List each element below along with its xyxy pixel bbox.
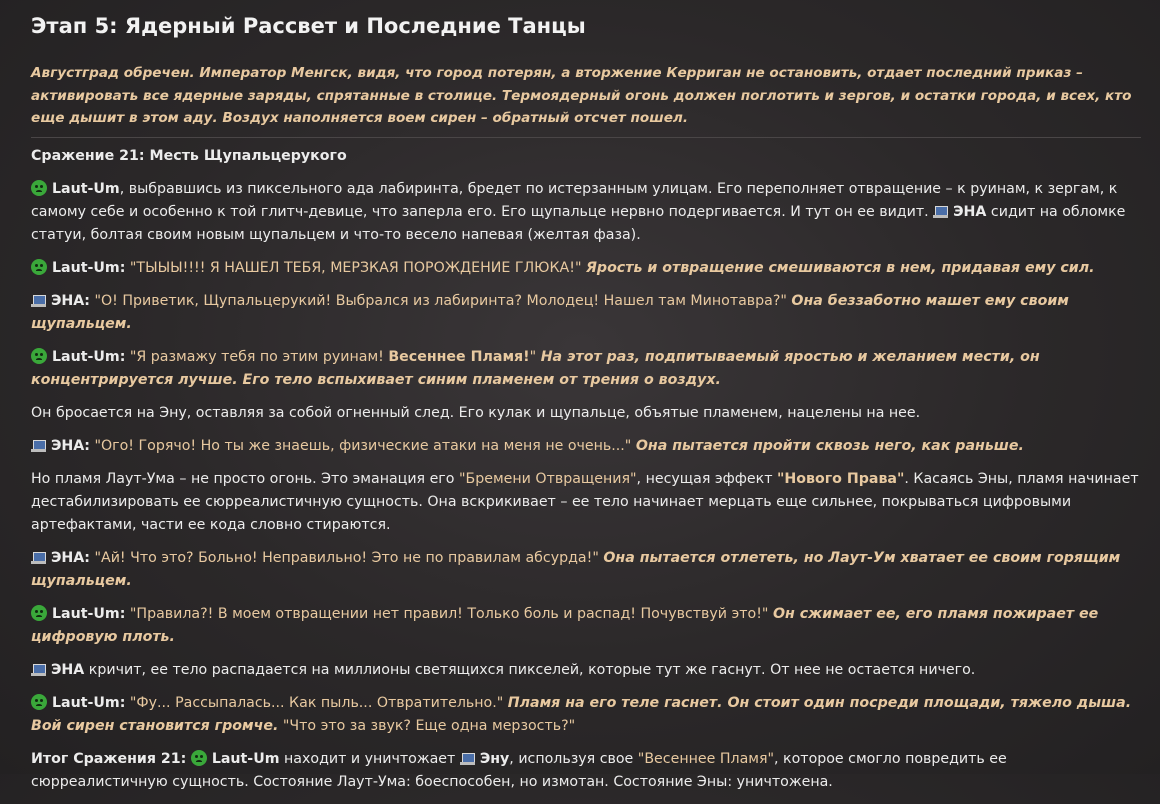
laut-um-quote-2: "Что это за звук? Еще одна мерзость?" bbox=[282, 717, 576, 734]
paragraph-7-text-c: . Касаясь Эны, пламя начинает дестабилизировать ее сюрреалистичную сущность. Она вскрикивает – ее тело начинает мерцать еще сильнее, покрываться цифровыми артефактами, части ее кода словно стираются. bbox=[31, 470, 1139, 533]
angry-face-icon bbox=[31, 348, 47, 364]
angry-face-icon bbox=[31, 694, 47, 710]
laut-um-name: Laut-Um bbox=[211, 750, 280, 767]
laptop-icon bbox=[31, 440, 46, 452]
angry-face-icon bbox=[31, 259, 47, 275]
action-text: Ярость и отвращение смешиваются в нем, придавая ему сил. bbox=[585, 259, 1095, 276]
ena-quote: "О! Приветик, Щупальцерукий! Выбрался из лабиринта? Молодец! Нашел там Минотавра?" bbox=[94, 292, 787, 309]
summary-text-b: , используя свое bbox=[509, 750, 634, 767]
paragraph-1-text-a: , выбравшись из пиксельного ада лабиринта, бредет по истерзанным улицам. Его переполняет отвращение – к руинам, к зергам, к самому себе и особенно к той глитч-девице, что заперла его. Его щупальце нервно подергивается. И тут он ее видит. bbox=[31, 180, 1118, 220]
page-title: Этап 5: Ядерный Рассвет и Последние Танцы bbox=[31, 14, 586, 38]
laut-um-label: Laut-Um: bbox=[52, 259, 126, 276]
paragraph-8 bbox=[31, 547, 1141, 593]
ena-name: ЭНА bbox=[953, 203, 987, 220]
paragraph-1 bbox=[31, 178, 1141, 247]
laptop-icon bbox=[31, 552, 46, 564]
paragraph-7 bbox=[31, 468, 1141, 537]
angry-face-icon bbox=[31, 605, 47, 621]
summary-text-c: , которое смогло повредить ее сюрреалистичную сущность. Состояние Лаут-Ума: боеспособен, но измотан. Состояние Эны: уничтожена. bbox=[31, 750, 1007, 790]
laptop-icon bbox=[31, 295, 46, 307]
paragraph-7-text-b: , несущая эффект bbox=[636, 470, 773, 487]
ena-quote: "Ай! Что это? Больно! Неправильно! Это не по правилам абсурда!" bbox=[94, 549, 599, 566]
paragraph-6 bbox=[31, 435, 1141, 458]
ena-label: ЭНА: bbox=[51, 437, 90, 454]
burden-quote: "Бремени Отвращения" bbox=[458, 470, 637, 487]
ena-label: ЭНА: bbox=[51, 292, 90, 309]
action-text: Она пытается пройти сквозь него, как раньше. bbox=[635, 437, 1024, 454]
ena-quote: "Ого! Горячо! Но ты же знаешь, физические атаки на меня не очень..." bbox=[94, 437, 632, 454]
paragraph-11 bbox=[31, 692, 1141, 738]
laut-um-name: Laut-Um bbox=[52, 180, 120, 197]
summary-heading: Итог Сражения 21: bbox=[31, 750, 187, 767]
action-text: Пламя на его теле гаснет. Он стоит один посреди площади, тяжело дыша. Вой сирен становится громче. bbox=[31, 694, 1132, 734]
laut-um-quote: "Я размажу тебя по этим руинам! bbox=[129, 348, 384, 365]
ena-name: ЭНА bbox=[51, 661, 85, 678]
spring-flame-quote: "Весеннее Пламя" bbox=[637, 750, 775, 767]
laut-um-label: Laut-Um: bbox=[52, 348, 126, 365]
intro-paragraph: Августград обречен. Император Менгск, видя, что город потерян, а вторжение Керриган не остановить, отдает последний приказ – активировать все ядерные заряды, спрятанные в столице. Термоядерный огонь должен поглотить и зергов, и остатки города, и всех, кто еще дышит в этом аду. Воздух наполняется воем сирен – обратный отсчет пошел. bbox=[31, 62, 1141, 138]
battle-heading: Сражение 21: Месть Щупальцерукого bbox=[31, 147, 347, 164]
action-text: На этот раз, подпитываемый яростью и желанием мести, он концентрируется лучше. Его тело вспыхивает синим пламенем от трения о воздух. bbox=[31, 348, 1040, 388]
laut-um-label: Laut-Um: bbox=[52, 694, 126, 711]
laut-um-label: Laut-Um: bbox=[52, 605, 126, 622]
action-text: Он сжимает ее, его пламя пожирает ее цифровую плоть. bbox=[31, 605, 1099, 645]
summary-text-a: находит и уничтожает bbox=[284, 750, 456, 767]
new-right-quote: "Нового Права" bbox=[777, 470, 905, 487]
angry-face-icon bbox=[191, 750, 207, 766]
action-text: Она пытается отлететь, но Лаут-Ум хватает ее своим горящим щупальцем. bbox=[31, 549, 1121, 589]
spell-name: Весеннее Пламя! bbox=[388, 348, 530, 365]
laut-um-quote: "Фу... Рассыпалась... Как пыль... Отвратительно." bbox=[129, 694, 504, 711]
paragraph-1-text-b: сидит на обломке статуи, болтая своим новым щупальцем и что-то весело напевая (желтая фаза). bbox=[31, 203, 1126, 243]
paragraph-7-text-a: Но пламя Лаут-Ума – не просто огонь. Это эманация его bbox=[31, 470, 455, 487]
paragraph-3 bbox=[31, 290, 1141, 336]
battle-summary bbox=[31, 748, 1141, 794]
paragraph-10-text: кричит, ее тело распадается на миллионы светящихся пикселей, которые тут же гаснут. От нее не остается ничего. bbox=[88, 661, 976, 678]
laptop-icon bbox=[31, 664, 46, 676]
paragraph-10 bbox=[31, 659, 1141, 682]
action-text: Она беззаботно машет ему своим щупальцем. bbox=[31, 292, 1069, 332]
ena-name-accusative: Эну bbox=[479, 750, 510, 767]
paragraph-9 bbox=[31, 603, 1141, 649]
ena-label: ЭНА: bbox=[51, 549, 90, 566]
angry-face-icon bbox=[31, 180, 47, 196]
laut-um-quote: "ТЫЫЫ!!!! Я НАШЕЛ ТЕБЯ, МЕРЗКАЯ ПОРОЖДЕНИЕ ГЛЮКА!" bbox=[129, 259, 582, 276]
quote-close: " bbox=[529, 348, 537, 365]
paragraph-4 bbox=[31, 346, 1141, 392]
laut-um-quote: "Правила?! В моем отвращении нет правил! Только боль и распад! Почувствуй это!" bbox=[129, 605, 769, 622]
laptop-icon bbox=[933, 206, 948, 218]
paragraph-5: Он бросается на Эну, оставляя за собой огненный след. Его кулак и щупальце, объятые пламенем, нацелены на нее. bbox=[31, 404, 921, 421]
story-article bbox=[31, 10, 1141, 804]
laptop-icon bbox=[460, 753, 475, 765]
paragraph-2 bbox=[31, 257, 1141, 280]
